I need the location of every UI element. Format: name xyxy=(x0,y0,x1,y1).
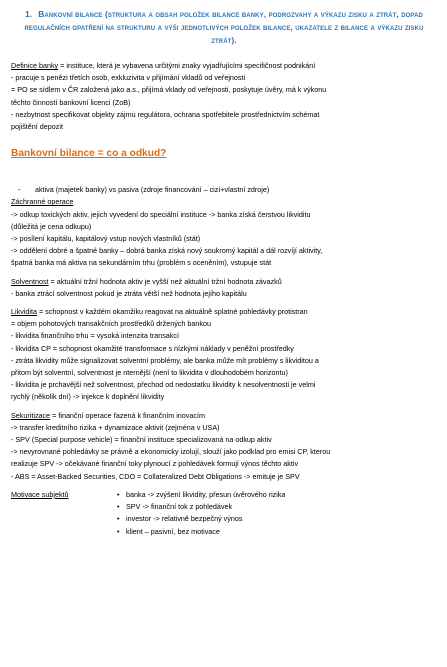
likvidita-block xyxy=(11,306,437,404)
section-title: Bankovní bilance (struktura a obsah položek bilance banky, podrozvahy a výkazu zisku a ztrát, dopad regulačních opatření na strukturu a výši jednotlivých položek bilance, ukazatele z bilance a výkazu zisku ztrát). xyxy=(24,9,424,45)
sekuritizace-line: - ABS = Asset-Backed Securities, CDO = Collateralized Debt Obligations -> emituje je SPV xyxy=(11,471,300,481)
likvidita-line: - likvidita je prchavější než solventnost, přechod od nedostatku likvidity k nesolventnosti je velmi xyxy=(11,380,316,390)
definice-line: = PO se sídlem v ČR založená jako a.s., přijímá vklady od veřejnosti, poskytuje úvěry, má k výkonu xyxy=(11,85,327,95)
definice-block xyxy=(11,60,437,133)
definice-line: - pracuje s penězi třetích osob, exkluzivita v přijímání vkladů od veřejnosti xyxy=(11,73,246,83)
likvidita-line: = objem pohotových transakčních prostředků držených bankou xyxy=(11,319,211,329)
aktiva-line: aktiva (majetek banky) vs pasiva (zdroje financování – cizí+vlastní zdroje) xyxy=(35,185,270,195)
section-number: 1. xyxy=(25,9,33,19)
zachranne-term: Záchranné operace xyxy=(11,197,74,207)
motivace-item: • SPV -> finanční tok z pohledávek xyxy=(117,501,285,513)
sekuritizace-line: realizuje SPV -> očekávané finanční toky plynoucí z pohledávek formují výnos těchto aktiv xyxy=(11,459,299,469)
definice-line: pojištění depozit xyxy=(11,122,63,132)
motivace-term: Motivace subjektů xyxy=(11,489,69,499)
likvidita-line: rychlý (několik dní) -> injekce k doplnění likvidity xyxy=(11,392,165,402)
solventnost-term: Solventnost xyxy=(11,276,49,286)
solventnost-block xyxy=(11,276,437,300)
sekuritizace-line: -> transfer kreditního rizika + dynamizace aktivit (zejména v USA) xyxy=(11,422,220,432)
sekuritizace-line: -> nevyrovnané pohledávky se právně a ekonomicky izolují, slouží jako podklad pro emisi CP, kterou xyxy=(11,447,331,457)
sekuritizace-line: - SPV (Special purpose vehicle) = finanční instituce specializovaná na odkup aktiv xyxy=(11,435,272,445)
definice-line: - nezbytnost specifikovat objekty zájmu regulátora, ochrana spotřebitele prostřednictvím schémat xyxy=(11,109,320,119)
motivace-item: • klient – pasivní, bez motivace xyxy=(117,526,285,538)
solventnost-line: - banka ztrácí solventnost pokud je ztráta větší než hodnota jejího kapitálu xyxy=(11,288,247,298)
zachranne-line: -> odkup toxických aktiv, jejich vyvedení do speciální instituce -> banka získá čerstvou likviditu xyxy=(11,209,311,219)
document-page xyxy=(0,8,447,667)
likvidita-line: - likvidita finančního trhu = vysoká intenzita transakcí xyxy=(11,331,179,341)
definice-term: Definice banky xyxy=(11,61,59,70)
likvidita-term: Likvidita xyxy=(11,307,37,317)
definice-first: = instituce, která je vybavena určitými znaky vyjadřujícími specifičnost podnikání xyxy=(58,61,316,70)
zachranne-line: špatná banka má aktiva na sekundárním trhu (problém s oceněním), vstupuje stát xyxy=(11,258,272,268)
likvidita-line: - likvidita CP = schopnost okamžité transformace s nízkými náklady v peněžní prostředky xyxy=(11,343,294,353)
solventnost-first: = aktuální tržní hodnota aktiv je vyšší než aktuální tržní hodnota závazků xyxy=(48,276,282,286)
motivace-block xyxy=(11,489,437,538)
zachranne-line: -> oddělení dobré a špatné banky – dobrá banka získá nový soukromý kapitál a dál rozvíjí aktivity, xyxy=(11,246,323,256)
motivace-list xyxy=(117,489,285,538)
definice-line: těchto činností bankovní licenci (ZoB) xyxy=(11,97,131,107)
motivace-item: • investor -> relativně bezpečný výnos xyxy=(117,513,285,525)
zachranne-block: - aktiva (majetek banky) vs pasiva (zdroje financování – cizí+vlastní zdroje) Záchranné operace -> odkup toxických aktiv, jejich vyvedení do speciální instituce -> banka získá čerstvou likviditu (důležitá je cena odkupu) -> posílení kapitálu, kapitálový vstup nových vlastníků (stát) -> oddělení dobré a špatné banky – dobrá banka získá nový soukromý kapitál a dál rozvíjí aktivity, špatná banka má aktiva na sekundárním trhu (problém s oceněním), vstupuje stát xyxy=(11,184,437,269)
likvidita-line: - ztráta likvidity může signalizovat solventní problémy, ale banka může mít problémy s likviditou a xyxy=(11,355,319,365)
likvidita-first: = schopnost v každém okamžiku reagovat na aktuálně splatné pohledávky protistran xyxy=(36,307,308,317)
sekuritizace-term: Sekuritizace xyxy=(11,410,51,420)
likvidita-line: přitom být solventní, solventnost je nternější (není to likvidita v dlouhodobém horizontu) xyxy=(11,368,288,378)
sekuritizace-first: = finanční operace řazená k finančním inovacím xyxy=(50,410,205,420)
zachranne-line: (důležitá je cena odkupu) xyxy=(11,221,92,231)
sekuritizace-block xyxy=(11,410,437,483)
section-heading xyxy=(15,8,433,47)
subheading-bilance: Bankovní bilance = co a odkud? xyxy=(11,148,167,160)
motivace-item: • banka -> zvýšení likvidity, přesun úvěrového rizika xyxy=(117,489,285,501)
zachranne-line: -> posílení kapitálu, kapitálový vstup nových vlastníků (stát) xyxy=(11,234,201,244)
